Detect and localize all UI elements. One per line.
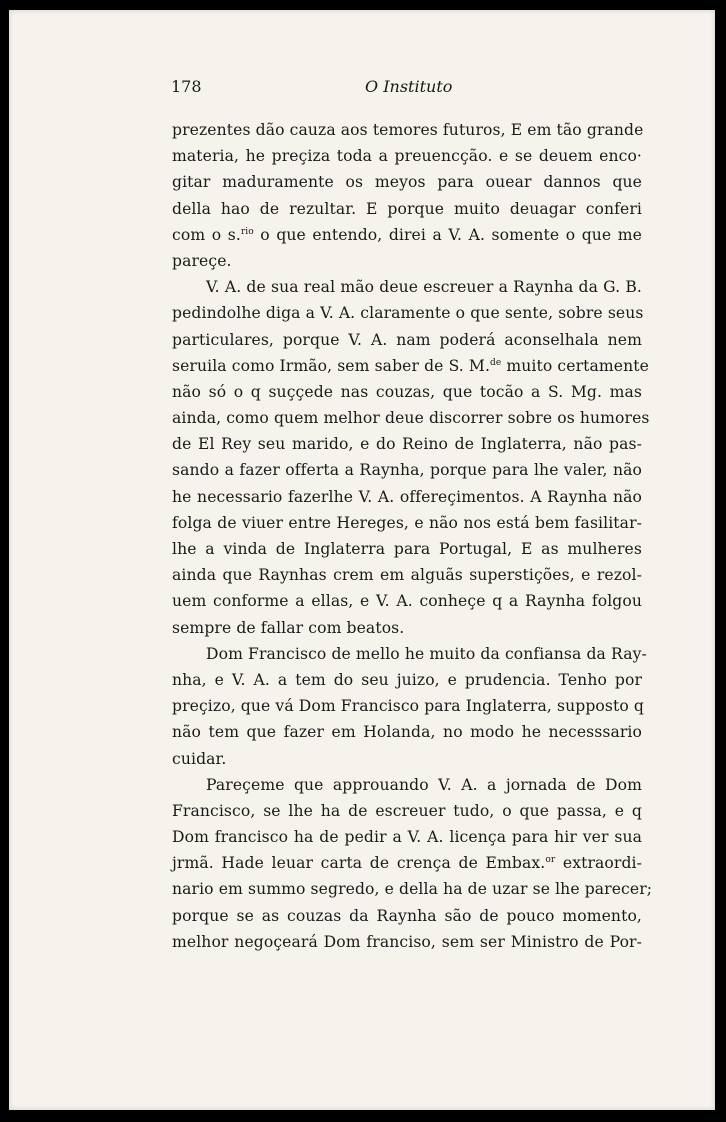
text-segment: jrmã. Hade leuar carta de crença de Embax. <box>172 854 546 873</box>
text-line: sempre de fallar com beatos. <box>172 618 405 637</box>
page-number: 178 <box>171 77 202 96</box>
text-segment: com o s. <box>172 225 241 244</box>
paragraph-1 <box>172 117 642 274</box>
text-line: preçizo, que vá Dom Francisco para Inglaterra, supposto q <box>172 697 644 716</box>
paragraph-3 <box>172 641 647 772</box>
text-line: particulares, porque V. A. nam poderá aconselhala nem <box>172 330 642 349</box>
text-line: pedindolhe diga a V. A. claramente o que sente, sobre seus <box>172 304 644 323</box>
superscript-abbreviation: de <box>490 357 502 368</box>
text-line <box>172 850 642 876</box>
text-line: Dom francisco ha de pedir a V. A. licença para hir ver sua <box>172 828 642 847</box>
text-segment: muito certamente <box>501 356 649 375</box>
text-line: prezentes dão cauza aos temores futuros, E em tão grande <box>172 121 644 139</box>
text-line: não só o q suççede nas couzas, que tocão a S. Mg. mas <box>172 382 642 401</box>
text-line: nario em summo segredo, e della ha de uzar se lhe parecer; <box>172 880 653 899</box>
superscript-abbreviation: or <box>545 855 556 866</box>
text-line: folga de viuer entre Hereges, e não nos está bem fasilitar- <box>172 513 642 532</box>
text-segment: o que entendo, direi a V. A. somente o que me <box>253 225 642 244</box>
text-line: sando a fazer offerta a Raynha, porque para lhe valer, não <box>172 461 642 480</box>
text-line: pareçe. <box>172 251 232 270</box>
text-line: cuidar. <box>172 749 227 768</box>
text-line: materia, he preçiza toda a preuencção. e se deuem enco· <box>172 147 642 166</box>
body-text <box>172 117 653 955</box>
text-line: gitar maduramente os meyos para ouear dannos que <box>172 173 642 192</box>
text-line: não tem que fazer em Holanda, no modo he necesssario <box>172 723 642 742</box>
paragraph-2 <box>172 274 650 641</box>
text-line <box>172 222 642 248</box>
text-line: della hao de rezultar. E porque muito deuagar conferi <box>172 199 642 218</box>
text-line: porque se as couzas da Raynha são de pouco momento, <box>172 906 642 925</box>
text-line: melhor negoçeará Dom franciso, sem ser Ministro de Por- <box>172 932 642 951</box>
text-line: Dom Francisco de mello he muito da confiansa da Ray- <box>206 644 647 663</box>
paragraph-4 <box>172 772 653 955</box>
text-segment: seruila como Irmão, sem saber de S. M. <box>172 356 491 375</box>
text-line: ainda que Raynhas crem em alguãs superstições, e rezol- <box>172 566 642 585</box>
text-line: he necessario fazerlhe V. A. offereçimentos. A Raynha não <box>172 487 642 506</box>
text-line: de El Rey seu marido, e do Reino de Inglaterra, não pas- <box>172 435 642 454</box>
text-line <box>172 353 649 379</box>
text-segment: extraordi- <box>555 854 642 873</box>
page-header <box>171 77 641 99</box>
text-line: Pareçeme que approuando V. A. a jornada de Dom <box>206 775 642 794</box>
text-line: lhe a vinda de Inglaterra para Portugal, E as mulheres <box>172 540 642 558</box>
text-line: ainda, como quem melhor deue discorrer sobre os humores <box>172 409 650 428</box>
text-line: nha, e V. A. a tem do seu juizo, e prudencia. Tenho por <box>172 670 642 689</box>
running-title: O Instituto <box>365 77 453 96</box>
text-line: uem conforme a ellas, e V. A. conheçe q a Raynha folgou <box>172 592 642 611</box>
text-line: V. A. de sua real mão deue escreuer a Raynha da G. B. <box>206 278 642 297</box>
superscript-abbreviation: rio <box>240 226 254 237</box>
text-line: Francisco, se lhe ha de escreuer tudo, o que passa, e q <box>172 801 642 820</box>
